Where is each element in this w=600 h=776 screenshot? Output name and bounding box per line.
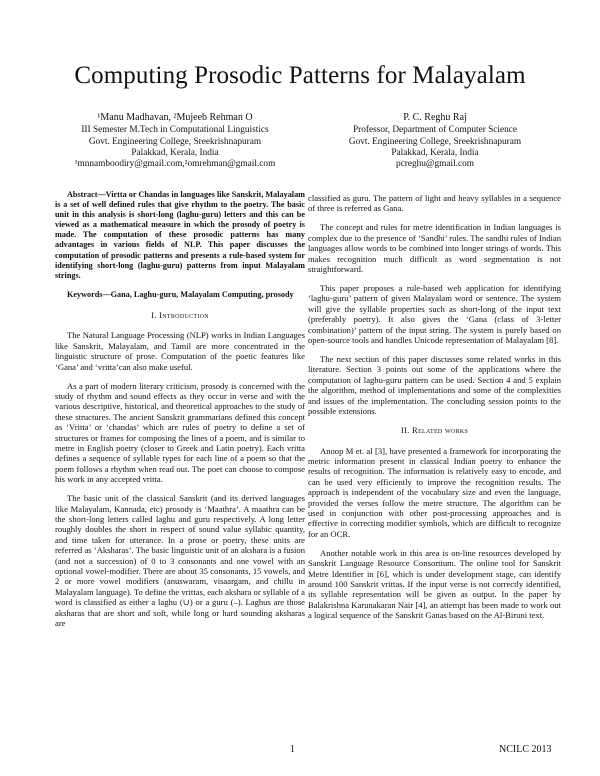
section-heading-related-works: II. Related works <box>400 425 469 436</box>
author-block-left <box>40 112 310 170</box>
author-block-right <box>300 112 570 170</box>
body-paragraph: The next section of this paper discusses some related works in this literature. Section 3 points out some of the applications where the computation of laghu-guru pattern can be used. Section 4 and 5 explain the algorithm, method of implementations and some of the complexities and issues of the implementation. The concluding session points to the possible extensions. <box>308 354 561 417</box>
body-paragraph: classified as guru. The pattern of light and heavy syllables in a sequence of three is referred as Gana. <box>308 193 561 214</box>
body-paragraph: The concept and rules for metre identification in Indian languages is complex due to the presence of ‘Sandhi’ rules. The sandhi rules of Indian languages allow words to be combined into longer strings of words. This makes recognition much difficult as word segmentation is not straightforward. <box>308 222 561 275</box>
abstract: Abstract—Virtta or Chandas in languages like Sanskrit, Malayalam is a set of well defined rules that give rhythm to the poetry. The basic unit in this analysis is short-long (laghu-guru) letters and this can be viewed as a mathematical measure in which the prosody of poetry is made. The computation of these prosodic patterns has many advantages in various fields of NLP. This paper discusses the computation of prosodic patterns and presents a rule-based system for identifying short-long (laghu-guru) patterns from input Malayalam strings. <box>55 190 305 280</box>
body-paragraph: This paper proposes a rule-based web application for identifying ‘laghu-guru’ pattern of given Malayalam word or sentence. The system will give the syllable properties such as short-long of the input text (preferably poetry). It also gives the ‘Gana (class of 3-letter combination)’ pattern of the input string. The system is purely based on open-source tools and handles Unicode representation of Malayalam [8]. <box>308 283 561 346</box>
paper-title: Computing Prosodic Patterns for Malayalam <box>74 62 526 89</box>
affiliation-line: III Semester M.Tech in Computational Linguistics <box>81 125 269 136</box>
body-paragraph: The Natural Language Processing (NLP) works in Indian Languages like Sanskrit, Malayalam, and Tamil are more concentrated in the linguistic structure of prose. Computation of the poetic features like ‘Gana’ and ‘vritta’can also make useful. <box>55 330 305 372</box>
page-number: 1 <box>290 744 295 755</box>
author-names-left: ¹Manu Madhavan, ²Mujeeb Rehman O <box>97 112 253 123</box>
author-email-right: pcreghu@gmail.com <box>395 159 474 170</box>
body-paragraph: Another notable work in this area is on-line resources developed by Sanskrit Language Resource Consortium. The online tool for Sanskrit Metre Identifier in [6], which is under development stage, can identify around 100 Sanskrit vrittas. If the input verse is not correctly identified, its syllable representation will be given as output. In the paper by Balakrishna Karunakaran Nair [4], an attempt has been made to work out a logical sequence of the Sanskrit Ganas based on the Al-Biruni text. <box>308 547 561 621</box>
affiliation-line: Palakkad, Kerala, India <box>391 147 479 158</box>
affiliation-line: Govt. Engineering College, Sreekrishnapuram <box>88 136 262 147</box>
affiliation-line: Professor, Department of Computer Science <box>352 125 518 136</box>
author-name-right: P. C. Reghu Raj <box>403 112 467 123</box>
keywords: Keywords—Gana, Laghu-guru, Malayalam Computing, prosody <box>67 289 294 299</box>
body-paragraph: As a part of modern literary criticism, prosody is concerned with the study of rhythm and sound effects as they occur in verse and with the various descriptive, historical, and theoretical approaches to the study of these structures. The ancient Sanskrit grammarians defined this concept as ‘Vritta’ or ‘chandas’ which are rules of poetry to define a set of structures or frames for composing the lines of a poem, and is similar to metre in English poetry (closer to Greek and Latin poetry). Each vritta defines a sequence of syllable types for each line of a poem so that the poem follows a rhythm when read out. The poet can choose to compose his work in any accepted vritta. <box>55 380 305 485</box>
left-column <box>55 190 305 637</box>
conference-label: NCILC 2013 <box>499 744 552 755</box>
section-heading-introduction: I. Introduction <box>151 309 209 320</box>
affiliation-line: Govt. Engineering College, Sreekrishnapuram <box>348 136 522 147</box>
right-column <box>308 193 561 629</box>
body-paragraph: The basic unit of the classical Sanskrit (and its derived languages like Malayalam, Kannada, etc) prosody is ‘Maathra’. A maathra can be the short-long letters called laghu and guru respectively. A long letter roughly doubles the short in respect of sound value syllabic quantity, and time taken for utterance. In a prose or poetry, these units are referred as ‘Aksharas’. The basic linguistic unit of an akshara is a fusion (and not a succession) of 0 to 3 consonants and one vowel with an optional vowel-modifier. There are about 35 consonants, 15 vowels, and 2 or more vowel modifiers (anuswaram, visaargam, and chillu in Malayalam language). To define the vrittas, each akshara or syllable of a word is classified as either a laghu (∪) or a guru (–). Laghus are those aksharas that are short and soft, while long or hard sounding aksharas are <box>55 493 305 629</box>
body-paragraph: Anoop M et. al [3], have presented a framework for incorporating the metric information present in classical Indian poetry to enhance the results of recognition. The information is relatively easy to encode, and can be used very efficiently to improve the recognition results. The approach is independent of the vocabulary size and even the language, provided the verses follow the metre structure. The algorithm can be used in conjunction with other post-processing approaches and is effective in correcting modifier symbols, which are difficult to recognize for an OCR. <box>308 445 561 539</box>
affiliation-line: Palakkad, Kerala, India <box>131 147 219 158</box>
author-emails-left: ¹mnnamboodiry@gmail.com,²omrehman@gmail.com <box>74 159 276 170</box>
